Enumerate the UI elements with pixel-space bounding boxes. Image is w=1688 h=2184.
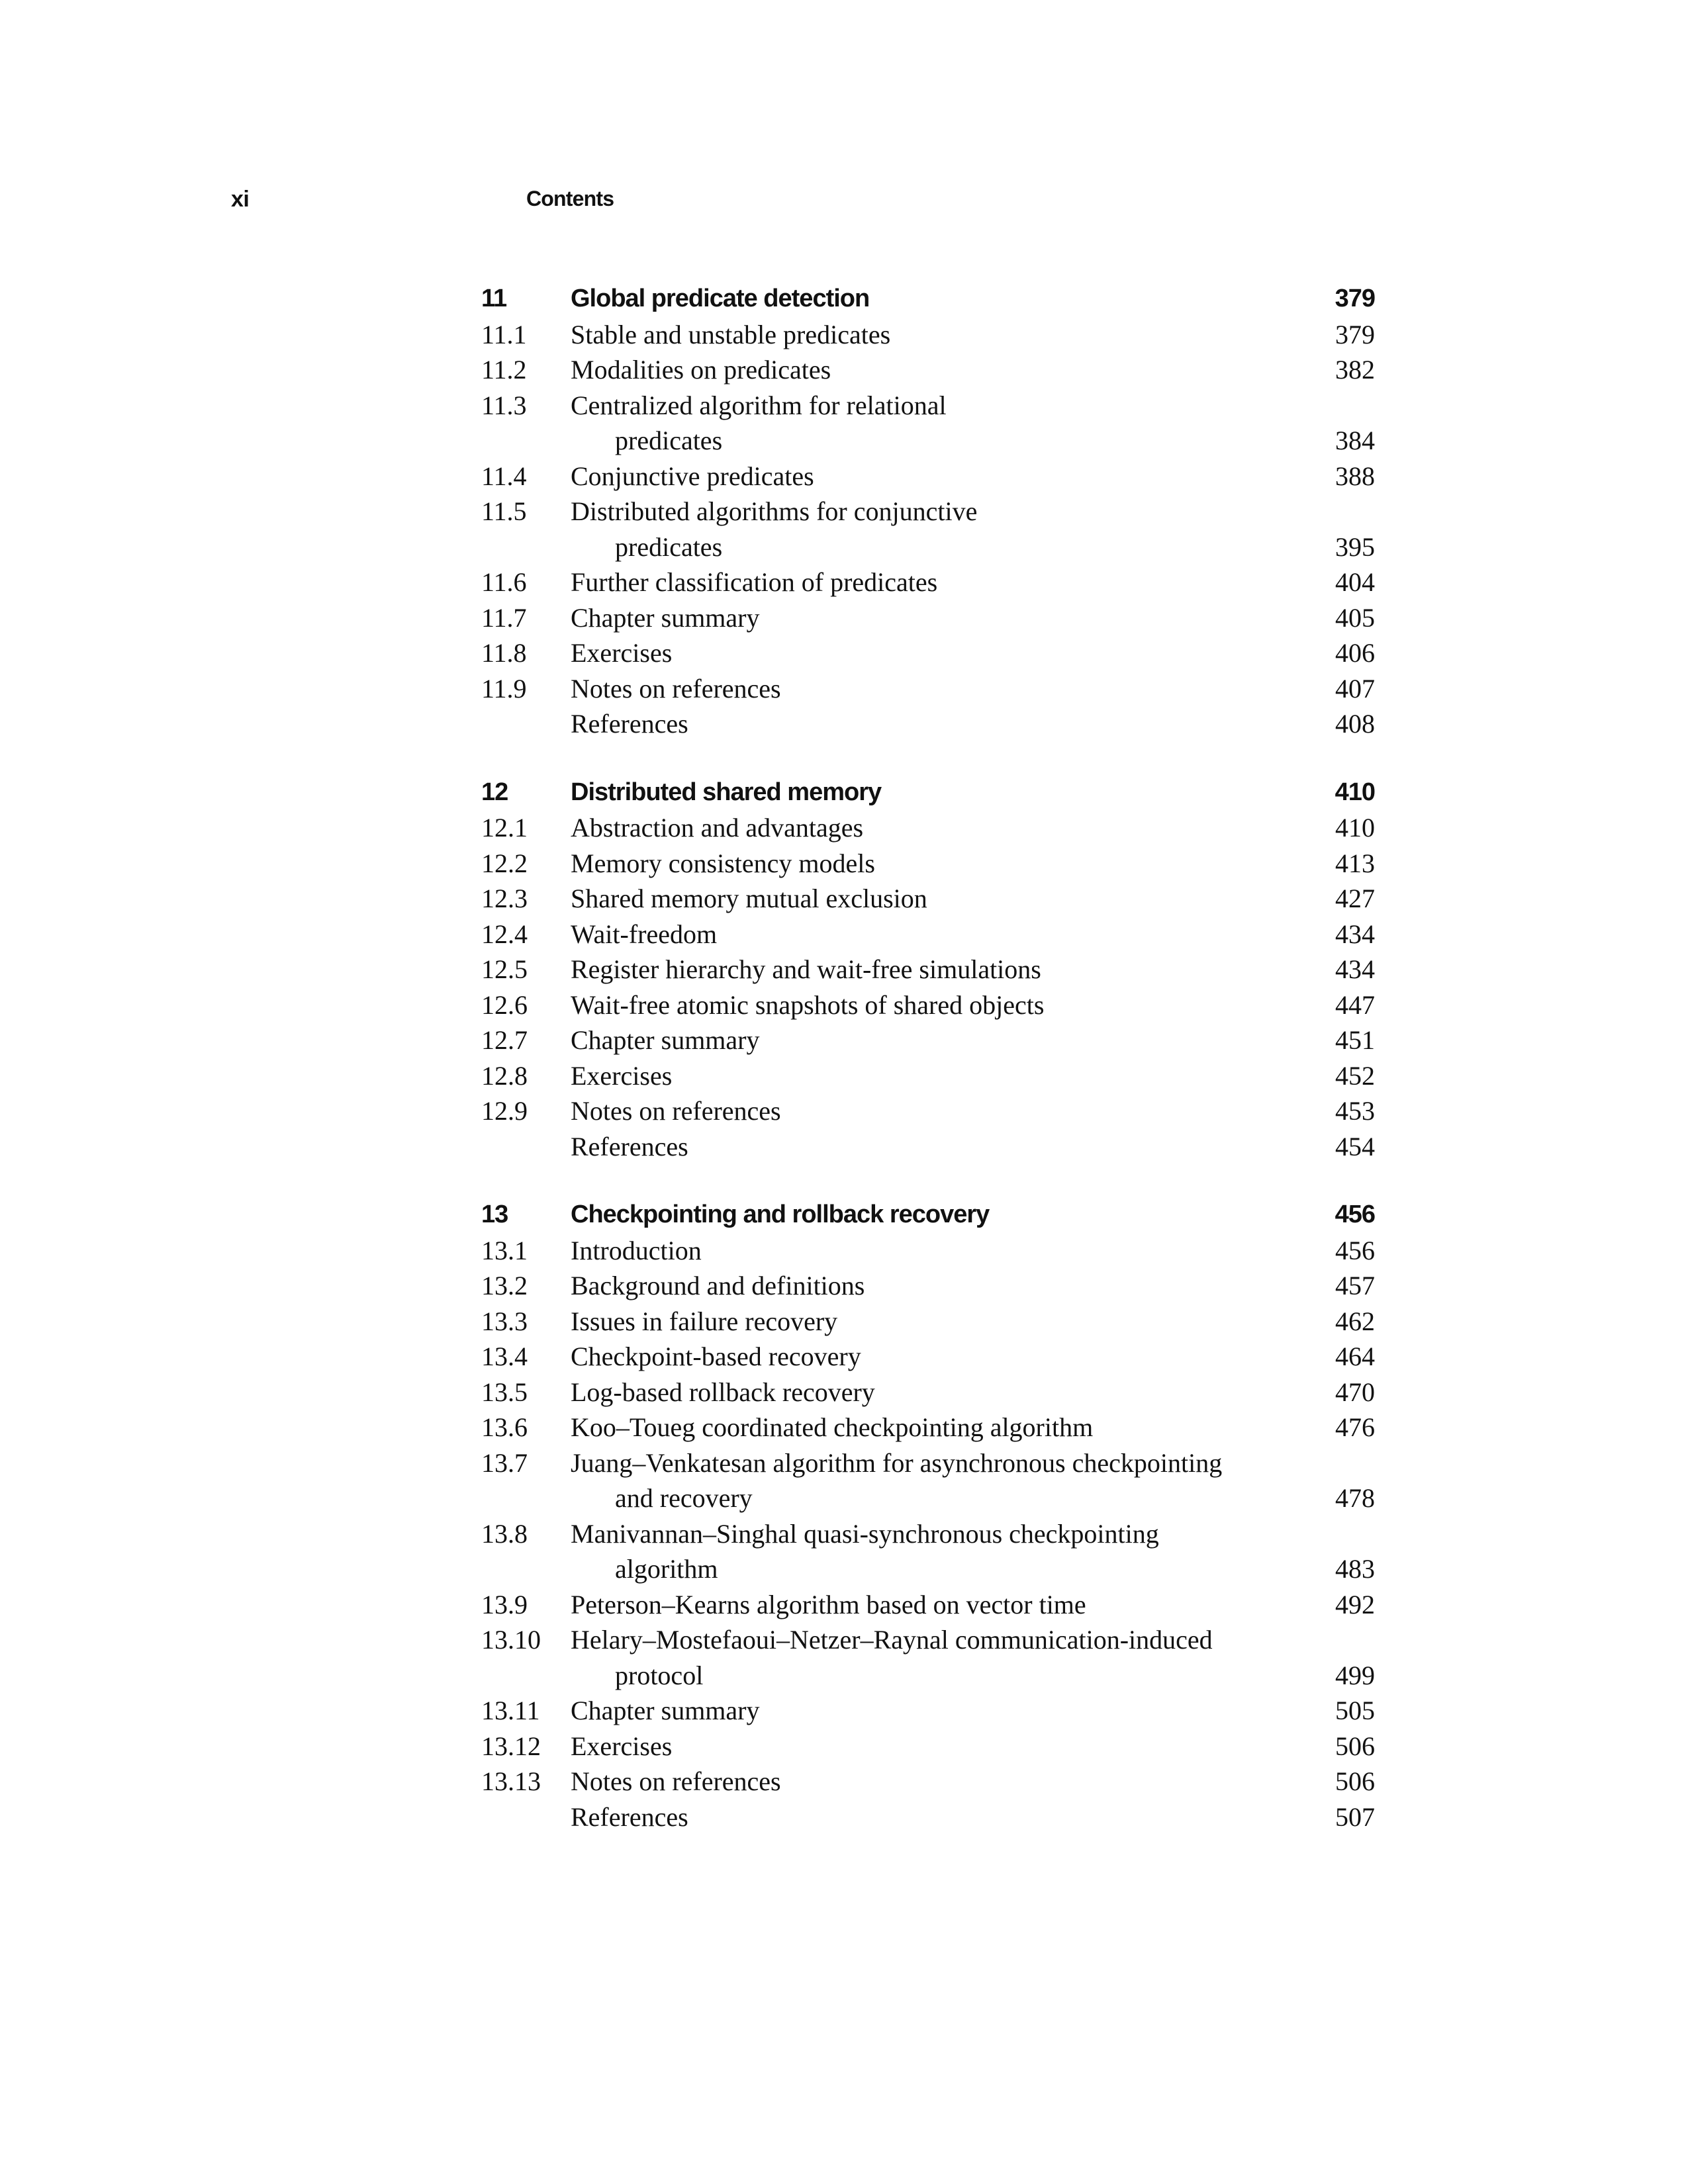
toc-entry[interactable] [481, 1339, 1375, 1375]
section-title-wrap [571, 881, 1279, 917]
section-number: 12.6 [481, 989, 528, 1020]
toc-entry[interactable] [481, 671, 1375, 707]
section-page-number: 407 [1335, 673, 1375, 704]
section-title-wrap [571, 1622, 1279, 1693]
section-number: 13.10 [481, 1625, 541, 1655]
toc-entry[interactable] [481, 917, 1375, 952]
section-page-number: 464 [1335, 1342, 1375, 1371]
table-of-contents [481, 281, 1375, 1868]
section-number: 13.6 [481, 1412, 528, 1442]
section-title-wrap [571, 1304, 1279, 1340]
section-title: Wait-freedom [571, 919, 718, 949]
section-title-wrap [571, 1410, 1279, 1445]
toc-entry[interactable] [481, 881, 1375, 917]
section-page-number: 408 [1335, 709, 1375, 739]
section-title-continuation: algorithm [615, 1554, 718, 1584]
toc-entry[interactable] [481, 1516, 1375, 1587]
section-page-number: 470 [1335, 1377, 1375, 1407]
section-number: 13.8 [481, 1518, 528, 1549]
section-title: Exercises [571, 1731, 673, 1761]
running-head-title: Contents [526, 187, 614, 210]
section-page-number: 395 [1335, 531, 1375, 562]
toc-entry[interactable] [481, 1268, 1375, 1304]
section-number: 13.3 [481, 1306, 528, 1336]
section-title: Juang–Venkatesan algorithm for asynchronous checkpointing [571, 1447, 1223, 1478]
section-title-wrap [571, 1729, 1279, 1764]
section-title-continuation: and recovery [615, 1483, 753, 1513]
section-number: 13.11 [481, 1696, 540, 1725]
section-page-number: 404 [1335, 567, 1375, 597]
chapter-number: 12 [481, 778, 508, 806]
section-page-number: 405 [1335, 602, 1375, 633]
toc-entry[interactable] [481, 706, 1375, 742]
chapter-page-number: 456 [1335, 1201, 1375, 1228]
section-title: Koo–Toueg coordinated checkpointing algorithm [571, 1412, 1094, 1442]
section-number: 11.6 [481, 567, 527, 597]
section-title: Notes on references [571, 1096, 781, 1126]
section-title-wrap [571, 388, 1279, 459]
section-title: Wait-free atomic snapshots of shared objects [571, 989, 1045, 1020]
section-title-wrap [571, 459, 1279, 494]
section-page-number: 451 [1335, 1025, 1375, 1055]
section-page-number: 506 [1335, 1766, 1375, 1796]
toc-entry[interactable] [481, 600, 1375, 636]
section-number: 13.1 [481, 1235, 528, 1265]
section-page-number: 413 [1335, 848, 1375, 878]
section-title: Exercises [571, 638, 673, 668]
section-number: 12.3 [481, 884, 528, 913]
toc-entry[interactable] [481, 1093, 1375, 1129]
section-title-wrap [571, 917, 1279, 952]
section-title-wrap [571, 635, 1279, 671]
section-title-wrap [571, 1516, 1279, 1587]
section-number: 13.4 [481, 1342, 528, 1371]
section-title: Notes on references [571, 673, 781, 704]
toc-entry[interactable] [481, 459, 1375, 494]
section-title-wrap [571, 1023, 1279, 1058]
section-title: Introduction [571, 1235, 702, 1265]
section-title-wrap [571, 987, 1279, 1023]
section-title: Stable and unstable predicates [571, 319, 891, 349]
toc-entry[interactable] [481, 317, 1375, 353]
section-page-number: 505 [1335, 1696, 1375, 1725]
section-title-continuation: protocol [615, 1660, 704, 1690]
section-page-number: 456 [1335, 1235, 1375, 1265]
section-title: Background and definitions [571, 1271, 865, 1300]
section-title-wrap [571, 352, 1279, 388]
section-title-wrap [571, 1233, 1279, 1269]
section-title-wrap [571, 565, 1279, 600]
section-title-wrap [571, 1058, 1279, 1094]
section-number: 12.5 [481, 954, 528, 984]
section-page-number: 406 [1335, 638, 1375, 668]
running-head [0, 187, 1688, 220]
toc-entry[interactable] [481, 1587, 1375, 1623]
chapter-page-number: 379 [1335, 285, 1375, 312]
section-title: Exercises [571, 1060, 673, 1091]
section-number: 12.9 [481, 1096, 528, 1126]
toc-entry[interactable] [481, 1693, 1375, 1729]
chapter-heading[interactable] [481, 281, 1375, 317]
chapter-block [481, 1197, 1375, 1835]
toc-entry[interactable] [481, 352, 1375, 388]
section-title: Chapter summary [571, 1025, 760, 1055]
section-title: Register hierarchy and wait-free simulations [571, 954, 1041, 984]
section-number: 11.9 [481, 673, 527, 704]
section-page-number: 483 [1335, 1554, 1375, 1584]
section-title-wrap [571, 952, 1279, 987]
section-page-number: 452 [1335, 1060, 1375, 1091]
section-page-number: 457 [1335, 1271, 1375, 1300]
section-page-number: 434 [1335, 954, 1375, 984]
toc-entry[interactable] [481, 388, 1375, 459]
toc-entry[interactable] [481, 1799, 1375, 1835]
section-title-wrap [571, 846, 1279, 882]
section-page-number: 506 [1335, 1731, 1375, 1761]
section-title: Memory consistency models [571, 848, 875, 878]
section-number: 13.2 [481, 1271, 528, 1300]
section-title-wrap [571, 1799, 1279, 1835]
chapter-heading[interactable] [481, 775, 1375, 811]
section-page-number: 447 [1335, 989, 1375, 1020]
chapter-heading[interactable] [481, 1197, 1375, 1233]
section-number: 11.5 [481, 496, 527, 526]
section-page-number: 499 [1335, 1660, 1375, 1690]
section-title: Further classification of predicates [571, 567, 938, 597]
section-number: 12.4 [481, 919, 528, 949]
section-page-number: 478 [1335, 1483, 1375, 1513]
toc-entry[interactable] [481, 494, 1375, 565]
section-number: 13.12 [481, 1731, 541, 1761]
section-title-wrap [571, 1445, 1279, 1516]
section-title: Conjunctive predicates [571, 461, 814, 491]
section-title-continuation: predicates [615, 426, 723, 455]
section-title: Notes on references [571, 1766, 781, 1796]
section-page-number: 454 [1335, 1131, 1375, 1161]
section-number: 12.2 [481, 848, 528, 878]
section-title-continuation: predicates [615, 531, 723, 562]
section-title-wrap [571, 706, 1279, 742]
section-number: 13.9 [481, 1589, 528, 1619]
section-number: 11.8 [481, 638, 527, 668]
section-page-number: 379 [1335, 319, 1375, 349]
section-number: 13.7 [481, 1447, 528, 1478]
section-page-number: 388 [1335, 461, 1375, 491]
section-title: Issues in failure recovery [571, 1306, 838, 1336]
toc-entry[interactable] [481, 565, 1375, 600]
section-title: References [571, 1801, 688, 1832]
toc-entry[interactable] [481, 1058, 1375, 1094]
toc-entry[interactable] [481, 846, 1375, 882]
toc-entry[interactable] [481, 1304, 1375, 1340]
page-folio: xi [231, 187, 250, 212]
section-number: 12.1 [481, 813, 528, 842]
toc-entry[interactable] [481, 635, 1375, 671]
section-title-wrap [571, 810, 1279, 846]
toc-entry[interactable] [481, 1764, 1375, 1799]
section-title-wrap [571, 494, 1279, 565]
section-page-number: 462 [1335, 1306, 1375, 1336]
section-title-wrap [571, 1339, 1279, 1375]
section-title-wrap [571, 1587, 1279, 1623]
section-title-wrap [571, 671, 1279, 707]
section-title-wrap [571, 600, 1279, 636]
section-page-number: 453 [1335, 1096, 1375, 1126]
section-number: 12.7 [481, 1025, 528, 1055]
toc-entry[interactable] [481, 1410, 1375, 1445]
section-number: 13.5 [481, 1377, 528, 1407]
section-page-number: 384 [1335, 426, 1375, 455]
section-title: Shared memory mutual exclusion [571, 884, 927, 913]
section-number: 11.4 [481, 461, 527, 491]
section-page-number: 476 [1335, 1412, 1375, 1442]
section-title-wrap [571, 1129, 1279, 1165]
toc-entry[interactable] [481, 1622, 1375, 1693]
toc-entry[interactable] [481, 1233, 1375, 1269]
section-title-wrap [571, 1764, 1279, 1799]
section-number: 11.7 [481, 602, 527, 633]
section-page-number: 410 [1335, 813, 1375, 842]
toc-entry[interactable] [481, 1445, 1375, 1516]
section-title: Distributed algorithms for conjunctive [571, 496, 978, 526]
section-title: Abstraction and advantages [571, 813, 864, 842]
section-title: Chapter summary [571, 602, 760, 633]
section-title-wrap [571, 1093, 1279, 1129]
chapter-title: Distributed shared memory [571, 778, 882, 806]
section-title: References [571, 709, 688, 739]
chapter-block [481, 775, 1375, 1165]
section-title: Log-based rollback recovery [571, 1377, 875, 1407]
section-title-wrap [571, 1268, 1279, 1304]
section-title: Peterson–Kearns algorithm based on vector time [571, 1589, 1086, 1619]
toc-entry[interactable] [481, 810, 1375, 846]
section-page-number: 382 [1335, 355, 1375, 385]
toc-entry[interactable] [481, 1729, 1375, 1764]
toc-entry[interactable] [481, 1023, 1375, 1058]
chapter-title: Global predicate detection [571, 285, 870, 312]
section-title-wrap [571, 1693, 1279, 1729]
section-number: 11.3 [481, 390, 527, 420]
chapter-page-number: 410 [1335, 778, 1375, 806]
section-title: Chapter summary [571, 1696, 760, 1725]
section-title-wrap [571, 1375, 1279, 1410]
section-page-number: 434 [1335, 919, 1375, 949]
section-number: 12.8 [481, 1060, 528, 1091]
toc-entry[interactable] [481, 952, 1375, 987]
section-title-wrap [571, 317, 1279, 353]
toc-entry[interactable] [481, 1375, 1375, 1410]
section-number: 11.2 [481, 355, 527, 385]
section-number: 11.1 [481, 319, 527, 349]
section-page-number: 507 [1335, 1801, 1375, 1832]
section-title: Modalities on predicates [571, 355, 831, 385]
section-title: Helary–Mostefaoui–Netzer–Raynal communication-induced [571, 1625, 1213, 1655]
chapter-block [481, 281, 1375, 742]
toc-entry[interactable] [481, 1129, 1375, 1165]
section-title: Centralized algorithm for relational [571, 390, 947, 420]
section-page-number: 427 [1335, 884, 1375, 913]
section-title: References [571, 1131, 688, 1161]
section-title: Checkpoint-based recovery [571, 1342, 861, 1371]
section-title: Manivannan–Singhal quasi-synchronous checkpointing [571, 1518, 1159, 1549]
chapter-number: 13 [481, 1201, 508, 1228]
section-page-number: 492 [1335, 1589, 1375, 1619]
chapter-title: Checkpointing and rollback recovery [571, 1201, 990, 1228]
section-number: 13.13 [481, 1766, 541, 1796]
chapter-number: 11 [481, 285, 507, 312]
toc-entry[interactable] [481, 987, 1375, 1023]
